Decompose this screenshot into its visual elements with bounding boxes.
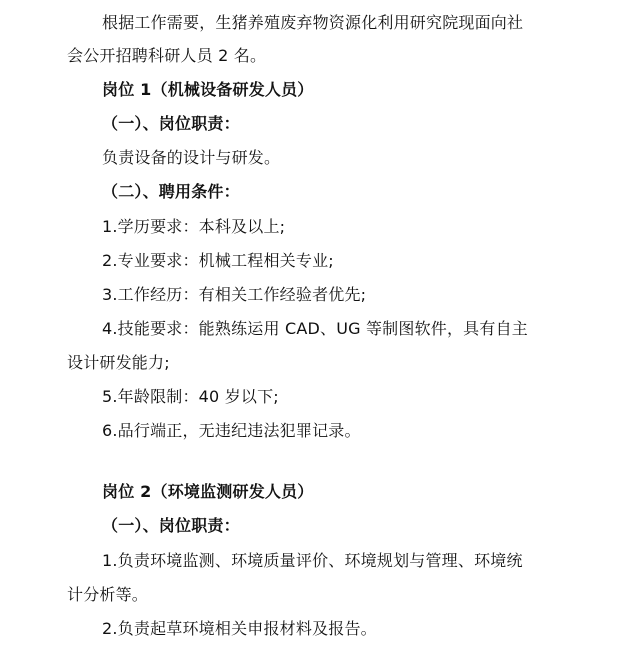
- position-1-duties-heading: （一）、岗位职责：: [102, 114, 240, 133]
- condition-skills: 4.技能要求：能熟练运用 CAD、UG 等制图软件，具有自主: [102, 319, 528, 338]
- position-2-title: 岗位 2（环境监测研发人员）: [102, 482, 314, 501]
- position-2-duty-1: 1.负责环境监测、环境质量评价、环境规划与管理、环境统: [102, 551, 523, 570]
- intro-line-2: 会公开招聘科研人员 2 名。: [67, 46, 267, 65]
- condition-experience: 3.工作经历：有相关工作经验者优先;: [102, 285, 367, 304]
- condition-skills-continued: 设计研发能力;: [67, 353, 170, 372]
- position-1-title: 岗位 1（机械设备研发人员）: [102, 80, 314, 99]
- position-1-conditions-heading: （二）、聘用条件：: [102, 182, 240, 201]
- condition-age: 5.年龄限制：40 岁以下;: [102, 387, 279, 406]
- condition-conduct: 6.品行端正，无违纪违法犯罪记录。: [102, 421, 361, 440]
- condition-education: 1.学历要求：本科及以上;: [102, 217, 286, 236]
- position-2-duties-heading: （一）、岗位职责：: [102, 516, 240, 535]
- position-1-duty: 负责设备的设计与研发。: [102, 148, 281, 167]
- intro-line-1: 根据工作需要，生猪养殖废弃物资源化利用研究院现面向社: [102, 13, 524, 32]
- position-2-duty-2: 2.负责起草环境相关申报材料及报告。: [102, 619, 377, 638]
- condition-major: 2.专业要求：机械工程相关专业;: [102, 251, 334, 270]
- position-2-duty-1-continued: 计分析等。: [67, 585, 149, 604]
